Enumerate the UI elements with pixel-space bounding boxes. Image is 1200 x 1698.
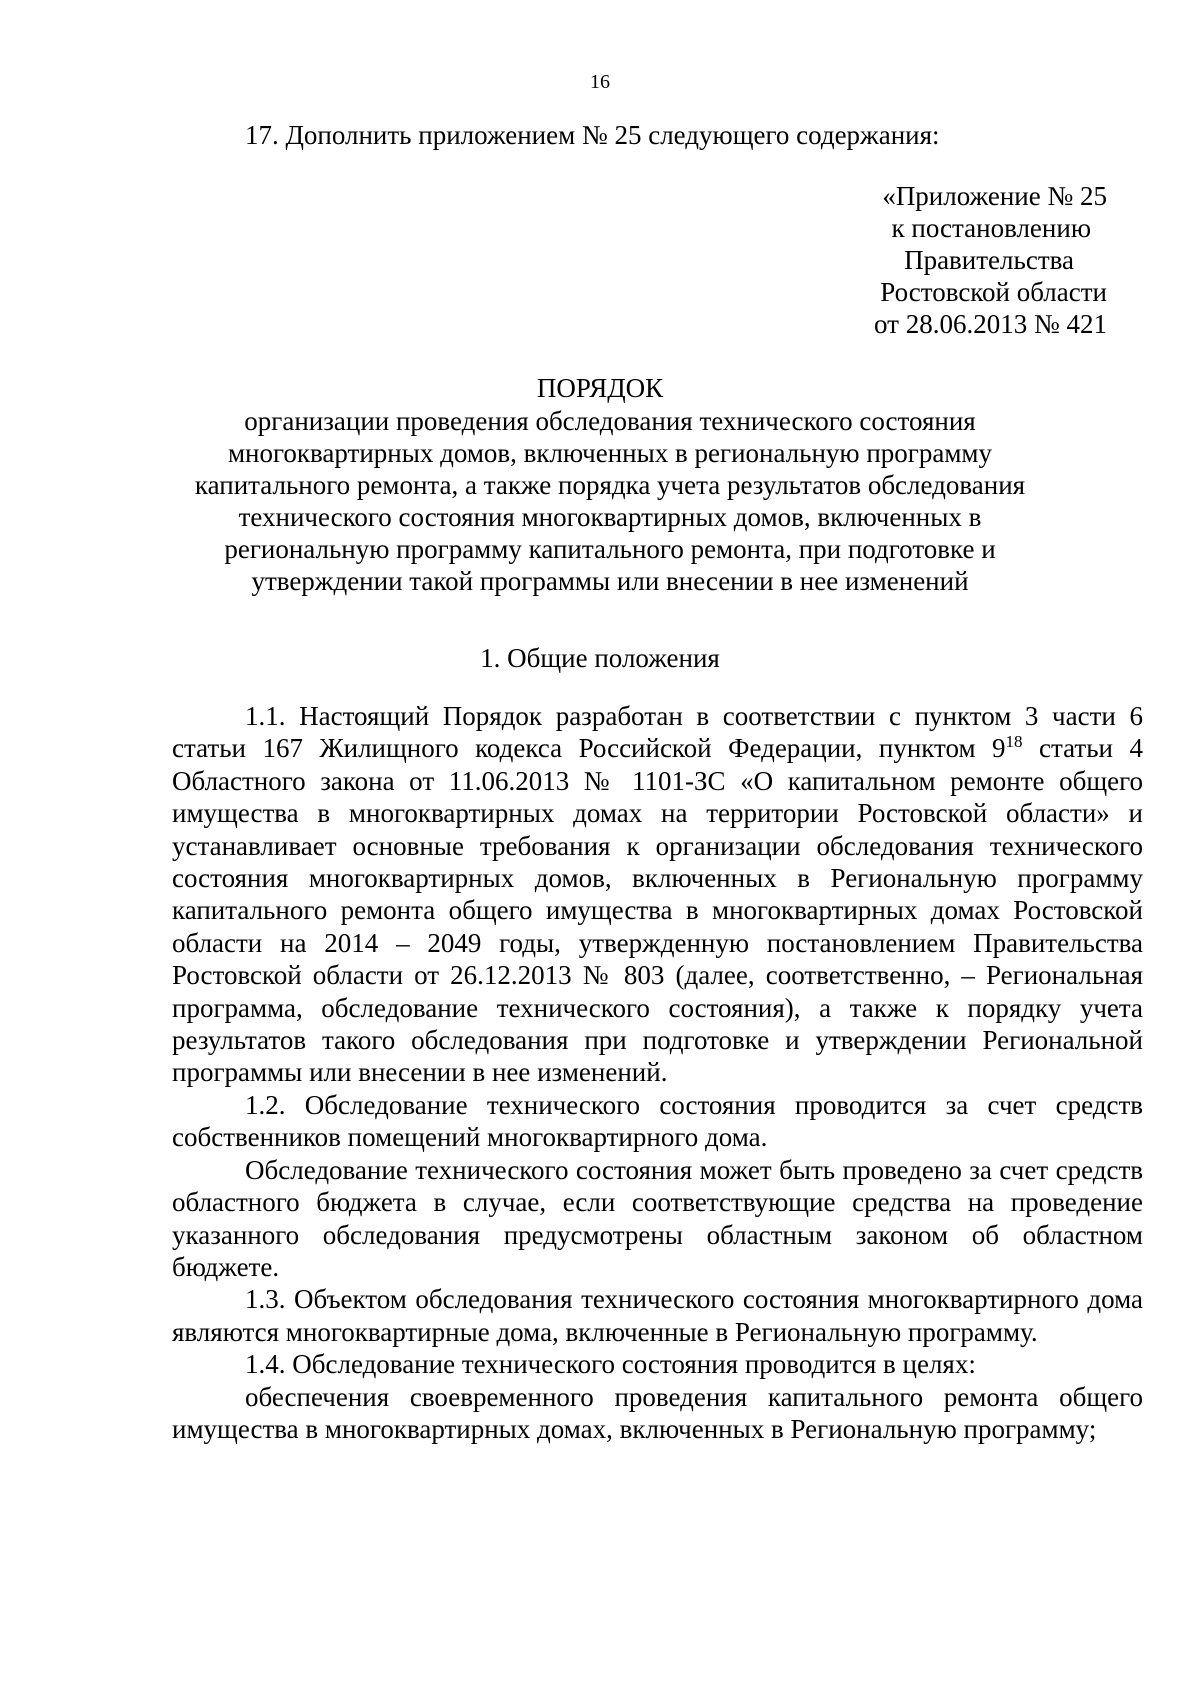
- appendix-line-5: от 28.06.2013 № 421: [874, 309, 1107, 339]
- section-heading: 1. Общие положения: [480, 643, 720, 673]
- paragraph-1-2-continued: Обследование технического состояния может быть проведено за счет средств областного бюджета в случае, если соответствующие средства на проведение указанного обследования предусмотрены областным законом об областном бюджете.: [172, 1154, 1143, 1282]
- amendment-line: 17. Дополнить приложением № 25 следующего содержания:: [245, 120, 940, 150]
- paragraph-1-4-item: обеспечения своевременного проведения капитального ремонта общего имущества в многоквартирных домах, включенных в Региональную программу;: [172, 1381, 1143, 1444]
- paragraph-1-2: 1.2. Обследование технического состояния проводится за счет средств собственников помещений многоквартирного дома.: [172, 1089, 1143, 1153]
- appendix-header: [687, 180, 1107, 340]
- paragraph-1-1-text-b: статьи 4 Областного закона от 11.06.2013 № 1101-ЗС «О капитальном ремонте общего имущества в многоквартирных домах на территории Ростовской области» и устанавливает основные требования к организации обследования технического состояния многоквартирных домов, включенных в Региональную программу капитального ремонта общего имущества в многоквартирных домах Ростовской области на 2014 – 2049 годы, утвержденную постановлением Правительства Ростовской области от 26.12.2013 № 803 (далее, соответственно, – Региональная программа, обследование технического состояния), а также к порядку учета результатов такого обследования при подготовке и утверждении Региональной программы или внесении в нее изменений.: [172, 733, 1143, 1088]
- document-subtitle: организации проведения обследования технического состояния многоквартирных домов, включенных в региональную программу капитального ремонта, а также порядка учета результатов обследования технического состояния многоквартирных домов, включенных в региональную программу капитального ремонта, при подготовке и утверждении такой программы или внесении в нее изменений: [194, 406, 1026, 596]
- paragraph-1-4: 1.4. Обследование технического состояния проводится в целях:: [245, 1349, 976, 1380]
- appendix-line-2: к постановлению: [891, 213, 1091, 243]
- paragraph-1-3: 1.3. Объектом обследования технического состояния многоквартирного дома являются многоквартирные дома, включенные в Региональную программу.: [172, 1284, 1143, 1347]
- appendix-line-4: Ростовской области: [880, 277, 1107, 307]
- page-number: 16: [590, 71, 610, 93]
- paragraph-1-1-superscript: 18: [1005, 732, 1023, 752]
- appendix-line-3: Правительства: [904, 245, 1074, 275]
- document-title: ПОРЯДОК: [536, 373, 664, 403]
- appendix-line-1: «Приложение № 25: [882, 181, 1107, 211]
- body-text: [172, 700, 1143, 1445]
- paragraph-1-1-text-a: 1.1. Настоящий Порядок разработан в соответствии с пунктом 3 части 6 статьи 167 Жилищного кодекса Российской Федерации, пунктом 9: [172, 701, 1143, 764]
- paragraph-1-1: [172, 700, 1143, 1089]
